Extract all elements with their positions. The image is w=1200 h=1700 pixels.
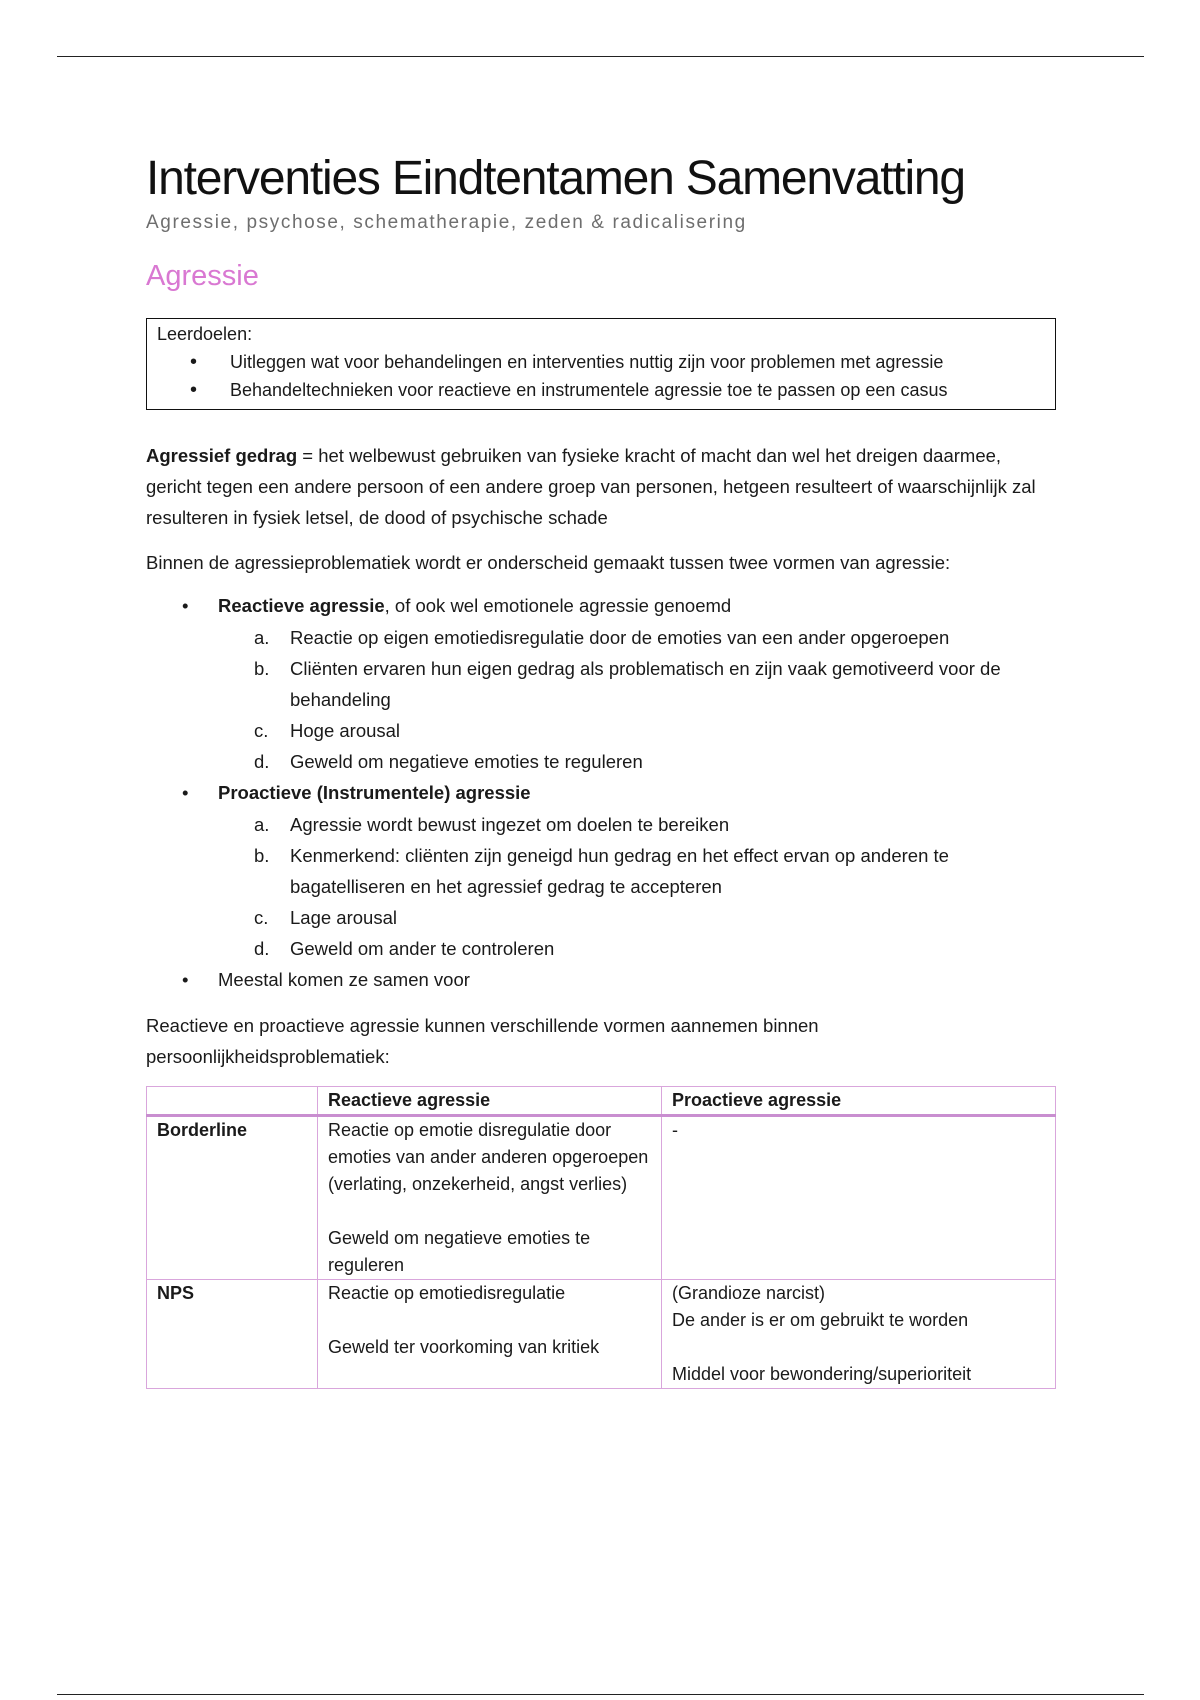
intro-paragraph: Binnen de agressieproblematiek wordt er onderscheid gemaakt tussen twee vormen van agressie: — [146, 552, 951, 574]
cell-line: Geweld ter voorkoming van kritiek — [328, 1337, 600, 1358]
list-item-text: Geweld om ander te controleren — [290, 938, 555, 960]
table-intro-paragraph: Reactieve en proactieve agressie kunnen verschillende vormen aannemen binnen persoonlijkheidsproblematiek: — [146, 1015, 819, 1068]
table-cell-proactive — [662, 1280, 1056, 1389]
list-marker: b. — [254, 658, 270, 680]
table-header-empty — [147, 1087, 318, 1116]
list-marker: a. — [254, 814, 270, 836]
table-row — [147, 1280, 1056, 1389]
page-title: Interventies Eindtentamen Samenvatting — [146, 152, 965, 205]
list-item-text: Agressie wordt bewust ingezet om doelen te bereiken — [290, 814, 730, 836]
header-rule — [57, 56, 1144, 57]
cell-line: Reactie op emotiedisregulatie — [328, 1283, 566, 1304]
table-cell-proactive — [662, 1116, 1056, 1280]
list-item — [218, 715, 1056, 746]
aggression-type-title: Proactieve (Instrumentele) agressie — [218, 782, 531, 804]
aggression-type-suffix: , of ook wel emotionele agressie genoemd — [384, 595, 732, 617]
document-page — [146, 150, 1056, 1389]
aggression-comparison-table — [146, 1086, 1056, 1389]
aggression-types-list — [146, 590, 1056, 996]
learning-goals-box — [146, 318, 1056, 410]
aggression-type-reactive — [146, 590, 1056, 777]
list-item-text: Hoge arousal — [290, 720, 401, 742]
list-marker: a. — [254, 627, 270, 649]
learning-goals-list — [157, 349, 1045, 403]
section-heading-agressie: Agressie — [146, 260, 259, 292]
table-header-reactive: Reactieve agressie — [318, 1087, 662, 1116]
list-item — [218, 653, 1056, 715]
aggression-type-proactive — [146, 777, 1056, 964]
table-row-label: Borderline — [147, 1116, 318, 1280]
proactive-characteristics-list — [218, 809, 1056, 964]
list-item-text: Kenmerkend: cliënten zijn geneigd hun gedrag en het effect ervan op anderen te bagatelliseren en het agressief gedrag te accepteren — [290, 845, 949, 898]
cell-line: Middel voor bewondering/superioriteit — [672, 1364, 972, 1385]
aggression-type-title: Reactieve agressie — [218, 595, 385, 617]
table-row-label: NPS — [147, 1280, 318, 1389]
list-marker: c. — [254, 720, 269, 742]
table-header-proactive: Proactieve agressie — [662, 1087, 1056, 1116]
cell-line: (Grandioze narcist) — [672, 1283, 826, 1304]
table-cell-reactive — [318, 1116, 662, 1280]
list-item — [218, 840, 1056, 902]
list-item-text: Cliënten ervaren hun eigen gedrag als problematisch en zijn vaak gemotiveerd voor de behandeling — [290, 658, 1001, 711]
list-item — [218, 622, 1056, 653]
table-cell-reactive — [318, 1280, 662, 1389]
list-item — [218, 809, 1056, 840]
page-subtitle: Agressie, psychose, schematherapie, zeden & radicalisering — [146, 212, 747, 233]
list-item — [218, 933, 1056, 964]
definition-text: = het welbewust gebruiken van fysieke kracht of macht dan wel het dreigen daarmee, gericht tegen een andere persoon of een andere groep van personen, hetgeen resulteert of waarschijnlijk zal resulteren in fysiek letsel, de dood of psychische schade — [146, 445, 1036, 529]
list-item-text: Reactie op eigen emotiedisregulatie door de emoties van een ander opgeroepen — [290, 627, 950, 649]
list-item-text: Geweld om negatieve emoties te reguleren — [290, 751, 643, 773]
definition-paragraph — [146, 440, 1056, 533]
learning-goal-item: • Uitleggen wat voor behandelingen en interventies nuttig zijn voor problemen met agressie — [230, 349, 1045, 375]
definition-term: Agressief gedrag — [146, 445, 298, 467]
cell-line: De ander is er om gebruikt te worden — [672, 1310, 969, 1331]
cell-line: Geweld om negatieve emoties te reguleren — [328, 1228, 591, 1276]
list-marker: b. — [254, 845, 270, 867]
list-item — [218, 902, 1056, 933]
cell-line: - — [672, 1120, 678, 1141]
table-row — [147, 1116, 1056, 1280]
list-item-text: Lage arousal — [290, 907, 397, 929]
list-marker: d. — [254, 751, 270, 773]
learning-goal-item: • Behandeltechnieken voor reactieve en instrumentele agressie toe te passen op een casus — [230, 377, 1045, 403]
reactive-characteristics-list — [218, 622, 1056, 777]
list-marker: c. — [254, 907, 269, 929]
closing-bullet: • Meestal komen ze samen voor — [146, 964, 1056, 996]
footer-rule — [57, 1694, 1144, 1695]
list-item — [218, 746, 1056, 777]
list-marker: d. — [254, 938, 270, 960]
learning-goals-heading: Leerdoelen: — [157, 324, 253, 345]
table-header-row — [147, 1087, 1056, 1116]
cell-line: Reactie op emotie disregulatie door emoties van ander anderen opgeroepen (verlating, onzekerheid, angst verlies) — [328, 1120, 649, 1195]
